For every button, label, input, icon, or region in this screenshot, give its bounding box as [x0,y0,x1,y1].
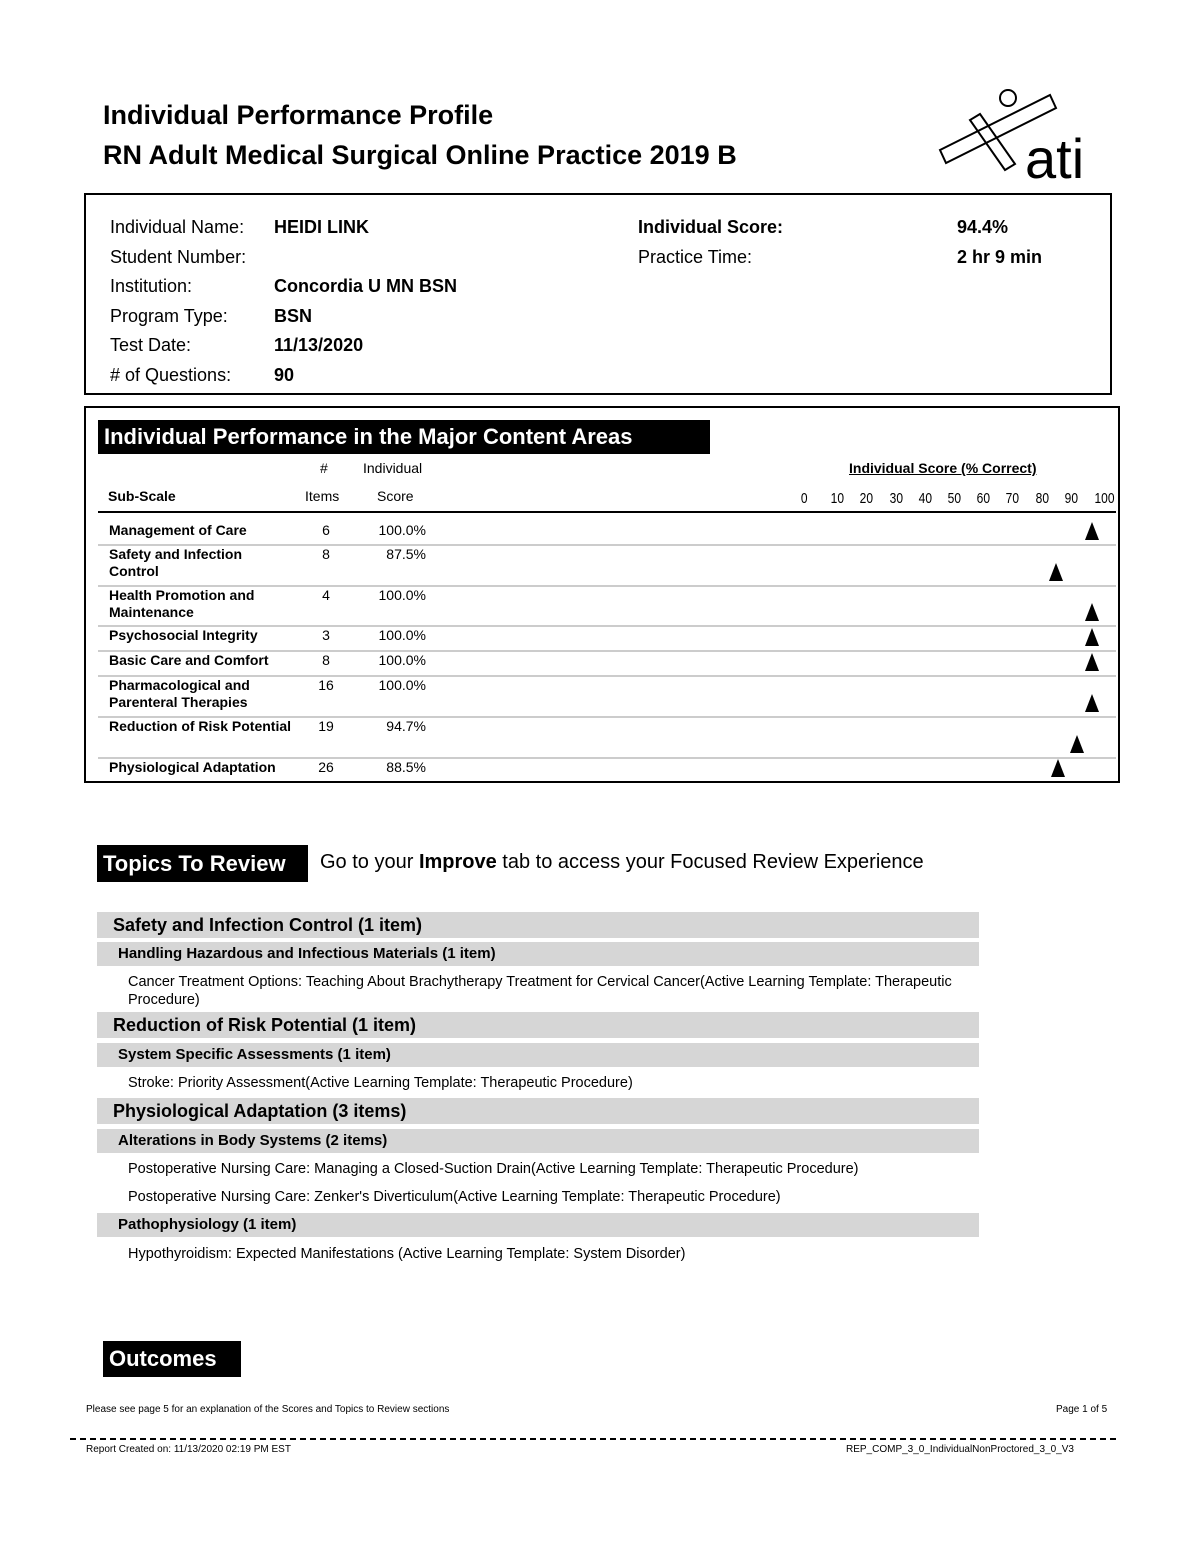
program-type-label: Program Type: [110,306,228,326]
score-marker [1085,522,1099,540]
questions-value: 90 [274,365,295,385]
individual-score-label: Individual Score: [638,217,784,237]
score-col-head-top: Individual [363,460,423,476]
subscale-score: 87.5% [386,546,426,562]
topic-category: Physiological Adaptation (3 items) [97,1098,979,1124]
page-number: Page 1 of 5 [1056,1404,1108,1415]
score-axis-tick: 90 [1064,490,1078,507]
test-name: RN Adult Medical Surgical Online Practice 2019 B [103,140,737,170]
subscale-name: Health Promotion and Maintenance [109,587,255,620]
subscale-score: 94.7% [386,718,426,734]
header-rule [98,511,1116,513]
items-col-head-top: # [320,460,328,476]
practice-time-label: Practice Time: [638,247,753,267]
subscale-col-head: Sub-Scale [108,488,176,504]
footer-divider [70,1438,1116,1440]
questions-label: # of Questions: [110,365,232,385]
subscale-items: 19 [318,718,334,734]
subscale-score: 100.0% [378,652,426,668]
subscale-items: 16 [318,677,334,693]
test-date-label: Test Date: [110,335,192,355]
topic-item: Postoperative Nursing Care: Managing a Closed-Suction Drain(Active Learning Template: Therapeutic Procedure) [128,1161,859,1177]
subscale-name: Reduction of Risk Potential [109,718,292,734]
chart-title: Individual Score (% Correct) [849,460,1037,476]
score-axis-tick: 50 [947,490,962,507]
subscale-items: 26 [318,759,334,775]
topic-subcategory: Alterations in Body Systems (2 items) [97,1129,979,1153]
subscale-items: 8 [322,652,330,668]
subscale-score: 100.0% [378,522,426,538]
score-marker [1085,603,1099,621]
score-axis-tick: 30 [889,490,903,507]
ati-logo [930,80,1110,190]
logo-wordmark: ati [1025,127,1085,190]
topic-subcategory: System Specific Assessments (1 item) [97,1043,979,1067]
student-number-label: Student Number: [110,247,247,267]
score-axis-tick: 40 [918,490,932,507]
score-axis-tick: 10 [830,490,845,507]
subscale-score: 88.5% [386,759,426,775]
subscale-name: Physiological Adaptation [109,759,276,775]
topic-subcategory: Pathophysiology (1 item) [97,1213,979,1237]
score-marker [1049,563,1063,581]
subscale-items: 4 [322,587,330,603]
individual-name-value: HEIDI LINK [274,217,370,237]
subscale-name: Psychosocial Integrity [109,627,258,643]
topic-item: Postoperative Nursing Care: Zenker's Diverticulum(Active Learning Template: Therapeutic Procedure) [128,1189,781,1205]
subscale-score: 100.0% [378,677,426,693]
score-marker [1085,628,1099,646]
topic-item: Hypothyroidism: Expected Manifestations (Active Learning Template: System Disorder) [128,1246,686,1262]
topic-category: Safety and Infection Control (1 item) [97,912,979,938]
score-marker [1085,653,1099,671]
items-col-head: Items [305,488,340,504]
topic-subcategory: Handling Hazardous and Infectious Materials (1 item) [97,942,979,966]
practice-time-value: 2 hr 9 min [957,247,1043,267]
score-col-head: Score [377,488,414,504]
score-axis-tick: 20 [860,490,874,507]
score-marker [1085,694,1099,712]
subscale-items: 6 [322,522,330,538]
subscale-name: Basic Care and Comfort [109,652,269,668]
improve-tab-name: Improve [418,851,497,873]
page-title: Individual Performance Profile [103,100,494,130]
test-date-value: 11/13/2020 [274,335,364,355]
outcomes-heading: Outcomes [103,1341,241,1377]
subscale-items: 8 [322,546,330,562]
topics-heading: Topics To Review [97,845,308,882]
score-axis-tick: 80 [1035,490,1049,507]
content-areas-heading: Individual Performance in the Major Content Areas [98,420,710,454]
topic-category: Reduction of Risk Potential (1 item) [97,1012,979,1038]
score-marker [1051,759,1065,777]
program-type-value: BSN [274,306,313,326]
topic-item: Cancer Treatment Options: Teaching About Brachytherapy Treatment for Cervical Cancer(Active Learning Template: Therapeutic Procedure) [128,974,952,1008]
score-axis-tick: 60 [976,490,991,507]
report-code: REP_COMP_3_0_IndividualNonProctored_3_0_V3 [846,1444,1074,1455]
score-marker [1070,735,1084,753]
subscale-items: 3 [322,627,330,643]
content-areas-box [84,406,1120,783]
score-axis-tick: 100 [1094,490,1115,507]
score-axis-tick: 70 [1006,490,1020,507]
subscale-name: Safety and Infection Control [109,546,243,579]
footer-note: Please see page 5 for an explanation of the Scores and Topics to Review sections [86,1404,450,1415]
topic-item: Stroke: Priority Assessment(Active Learning Template: Therapeutic Procedure) [128,1075,633,1091]
institution-label: Institution: [110,276,193,296]
individual-name-label: Individual Name: [110,217,245,237]
subscale-score: 100.0% [378,587,426,603]
subscale-name: Management of Care [109,522,247,538]
report-created: Report Created on: 11/13/2020 02:19 PM EST [86,1444,291,1455]
subscale-name: Pharmacological and Parenteral Therapies [109,677,250,710]
topics-message: Go to your Improve tab to access your Focused Review Experience [320,851,924,873]
institution-value: Concordia U MN BSN [274,276,458,296]
individual-score-value: 94.4% [957,217,1009,237]
subscale-score: 100.0% [378,627,426,643]
student-info-box [84,193,1112,395]
score-axis-tick: 0 [800,490,808,507]
